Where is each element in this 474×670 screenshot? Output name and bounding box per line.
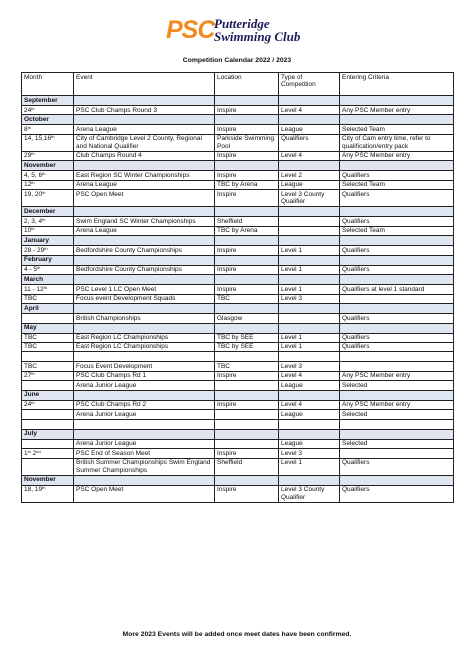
cell-date: [22, 314, 74, 323]
competition-table: [21, 72, 454, 503]
month-cell: [215, 429, 279, 439]
blank-cell: [74, 419, 215, 429]
month-cell: [279, 475, 340, 485]
month-cell: [74, 475, 215, 485]
cell-type: Level 1: [279, 458, 340, 475]
month-row: [22, 236, 454, 246]
cell-type: [279, 314, 340, 323]
table-row: [22, 485, 454, 502]
cell-date: 8th: [22, 125, 74, 134]
month-label: June: [22, 390, 74, 400]
cell-date: [22, 458, 74, 475]
month-cell: [279, 304, 340, 314]
cell-date: [22, 410, 74, 419]
month-row: [22, 304, 454, 314]
header-location: Location: [215, 73, 279, 96]
cell-event: PSC Open Meet: [74, 485, 215, 502]
table-row: [22, 410, 454, 419]
cell-event: PSC Club Champs Rd 1: [74, 371, 215, 380]
table-row: [22, 226, 454, 235]
month-label: September: [22, 96, 74, 106]
cell-criteria: Any PSC Member entry: [340, 151, 454, 160]
cell-type: League: [279, 125, 340, 134]
cell-date: 14, 15,16th: [22, 134, 74, 151]
cell-type: Qualifiers: [279, 134, 340, 151]
cell-criteria: Qualifiers: [340, 485, 454, 502]
table-row: [22, 180, 454, 189]
cell-location: Inspire: [215, 485, 279, 502]
table-row: [22, 362, 454, 371]
cell-date: 2, 3, 4th: [22, 217, 74, 226]
month-cell: [279, 255, 340, 265]
cell-date: TBC: [22, 342, 74, 351]
month-label: May: [22, 323, 74, 333]
page-title: Competition Calendar 2022 / 2023: [182, 57, 292, 64]
month-cell: [340, 115, 454, 125]
cell-event: Arena Junior League: [74, 439, 215, 448]
cell-criteria: Any PSC Member entry: [340, 371, 454, 380]
month-cell: [279, 429, 340, 439]
month-row: [22, 207, 454, 217]
month-cell: [74, 275, 215, 285]
cell-type: League: [279, 180, 340, 189]
cell-location: Inspire: [215, 171, 279, 180]
cell-location: TBC: [215, 294, 279, 303]
cell-location: Glasgow: [215, 314, 279, 323]
cell-location: TBC by Arena: [215, 180, 279, 189]
cell-date: 4, 5, 6th: [22, 171, 74, 180]
cell-location: Inspire: [215, 106, 279, 115]
cell-type: Level 3 County Qualifier: [279, 485, 340, 502]
table-row: [22, 190, 454, 207]
month-cell: [215, 304, 279, 314]
month-cell: [279, 323, 340, 333]
cell-event: City of Cambridge Level 2 County, Regional and National Qualifier: [74, 134, 215, 151]
cell-location: Sheffield: [215, 217, 279, 226]
month-cell: [340, 96, 454, 106]
month-cell: [215, 275, 279, 285]
blank-cell: [22, 352, 74, 362]
cell-date: TBC: [22, 362, 74, 371]
cell-criteria: Selected Team: [340, 125, 454, 134]
month-cell: [340, 207, 454, 217]
month-cell: [340, 275, 454, 285]
cell-type: Level 4: [279, 106, 340, 115]
month-cell: [279, 207, 340, 217]
month-cell: [74, 255, 215, 265]
cell-criteria: [340, 294, 454, 303]
month-row: [22, 115, 454, 125]
month-cell: [279, 236, 340, 246]
cell-criteria: Selected: [340, 410, 454, 419]
cell-date: 12th: [22, 180, 74, 189]
month-cell: [74, 236, 215, 246]
table-row: [22, 294, 454, 303]
blank-cell: [340, 419, 454, 429]
cell-location: Inspire: [215, 400, 279, 409]
month-cell: [279, 390, 340, 400]
cell-criteria: Selected: [340, 439, 454, 448]
cell-event: British Summer Championships Swim England Summer Championships: [74, 458, 215, 475]
cell-event: East Region SC Winter Championships: [74, 171, 215, 180]
cell-criteria: Qualifiers: [340, 246, 454, 255]
cell-event: Bedfordshire County Championships: [74, 265, 215, 274]
month-row: [22, 275, 454, 285]
blank-cell: [74, 352, 215, 362]
cell-event: PSC Open Meet: [74, 190, 215, 207]
table-row: [22, 285, 454, 294]
cell-criteria: Qualifiers: [340, 342, 454, 351]
cell-event: Arena Junior League: [74, 381, 215, 390]
month-cell: [74, 115, 215, 125]
cell-event: East Region LC Championships: [74, 333, 215, 342]
table-row: [22, 458, 454, 475]
header-criteria: Entering Criteria: [340, 73, 454, 96]
club-logo: [166, 15, 336, 45]
cell-date: 11 - 12th: [22, 285, 74, 294]
cell-date: 4 - 5th: [22, 265, 74, 274]
cell-event: PSC Club Champs Rd 2: [74, 400, 215, 409]
month-row: [22, 390, 454, 400]
month-cell: [215, 96, 279, 106]
cell-location: TBC by SEE: [215, 342, 279, 351]
cell-event: PSC End of Season Meet: [74, 449, 215, 458]
cell-type: [279, 226, 340, 235]
month-cell: [74, 96, 215, 106]
cell-type: League: [279, 381, 340, 390]
cell-type: Level 3: [279, 362, 340, 371]
cell-date: 27th: [22, 371, 74, 380]
cell-location: TBC: [215, 362, 279, 371]
cell-criteria: [340, 362, 454, 371]
cell-location: Inspire: [215, 246, 279, 255]
blank-cell: [279, 419, 340, 429]
blank-cell: [340, 352, 454, 362]
cell-location: Inspire: [215, 190, 279, 207]
cell-type: Level 2: [279, 171, 340, 180]
month-cell: [74, 161, 215, 171]
cell-criteria: Qualifiers: [340, 265, 454, 274]
cell-date: TBC: [22, 333, 74, 342]
cell-criteria: Qualifiers: [340, 217, 454, 226]
cell-date: 1st 2nd: [22, 449, 74, 458]
blank-cell: [215, 352, 279, 362]
header-type: Type of Competition: [279, 73, 340, 96]
cell-criteria: Qualifiers: [340, 458, 454, 475]
cell-location: Inspire: [215, 265, 279, 274]
cell-criteria: Qualifiers: [340, 190, 454, 207]
table-header-row: [22, 73, 454, 96]
cell-criteria: Qualifiers: [340, 314, 454, 323]
month-row: [22, 161, 454, 171]
month-cell: [215, 115, 279, 125]
month-cell: [215, 255, 279, 265]
table-row: [22, 265, 454, 274]
cell-event: Arena League: [74, 226, 215, 235]
cell-event: Arena League: [74, 125, 215, 134]
cell-criteria: Qualifiers at level 1 standard: [340, 285, 454, 294]
cell-date: 19, 20th: [22, 190, 74, 207]
cell-criteria: Any PSC Member entry: [340, 400, 454, 409]
cell-event: Arena League: [74, 180, 215, 189]
cell-event: British Championships: [74, 314, 215, 323]
cell-location: TBC by SEE: [215, 333, 279, 342]
month-cell: [215, 323, 279, 333]
table-row: [22, 381, 454, 390]
cell-date: [22, 439, 74, 448]
month-cell: [340, 236, 454, 246]
cell-date: 24th: [22, 106, 74, 115]
month-row: [22, 255, 454, 265]
cell-criteria: Qualifiers: [340, 171, 454, 180]
month-label: October: [22, 115, 74, 125]
month-label: November: [22, 475, 74, 485]
cell-type: Level 4: [279, 371, 340, 380]
month-cell: [340, 475, 454, 485]
table-row: [22, 134, 454, 151]
cell-type: Level 3: [279, 449, 340, 458]
cell-event: Focus event Development Squads: [74, 294, 215, 303]
cell-event: Swim England SC Winter Championships: [74, 217, 215, 226]
cell-type: Level 3 County Qualifier: [279, 190, 340, 207]
month-label: July: [22, 429, 74, 439]
table-row: [22, 217, 454, 226]
cell-event: Bedfordshire County Championships: [74, 246, 215, 255]
month-row: [22, 96, 454, 106]
cell-event: Club Champs Round 4: [74, 151, 215, 160]
month-label: January: [22, 236, 74, 246]
table-row: [22, 400, 454, 409]
month-cell: [340, 429, 454, 439]
cell-type: [279, 217, 340, 226]
cell-location: Inspire: [215, 371, 279, 380]
cell-location: Inspire: [215, 285, 279, 294]
cell-location: TBC by Arena: [215, 226, 279, 235]
blank-cell: [22, 419, 74, 429]
blank-row: [22, 352, 454, 362]
table-row: [22, 246, 454, 255]
month-label: March: [22, 275, 74, 285]
table-row: [22, 439, 454, 448]
cell-date: 24th: [22, 400, 74, 409]
cell-criteria: City of Cam entry time, refer to qualification/entry pack: [340, 134, 454, 151]
cell-location: Sheffield: [215, 458, 279, 475]
header-event: Event: [74, 73, 215, 96]
table-row: [22, 449, 454, 458]
month-row: [22, 475, 454, 485]
cell-type: League: [279, 410, 340, 419]
month-cell: [340, 161, 454, 171]
table-row: [22, 171, 454, 180]
logo-mark: PSC: [166, 16, 215, 44]
month-label: April: [22, 304, 74, 314]
logo-name-line1: Putteridge: [214, 16, 270, 31]
month-label: February: [22, 255, 74, 265]
cell-type: Level 4: [279, 151, 340, 160]
table-row: [22, 314, 454, 323]
table-row: [22, 106, 454, 115]
cell-date: 29th: [22, 151, 74, 160]
cell-type: Level 1: [279, 265, 340, 274]
cell-location: [215, 381, 279, 390]
month-cell: [74, 390, 215, 400]
cell-type: Level 1: [279, 333, 340, 342]
month-cell: [215, 236, 279, 246]
cell-type: Level 1: [279, 342, 340, 351]
cell-event: Arena Junior League: [74, 410, 215, 419]
month-cell: [340, 323, 454, 333]
cell-event: Focus Event Development: [74, 362, 215, 371]
cell-event: PSC Level 1 LC Open Meet: [74, 285, 215, 294]
month-cell: [340, 390, 454, 400]
cell-criteria: Qualifiers: [340, 333, 454, 342]
cell-location: Inspire: [215, 449, 279, 458]
cell-type: League: [279, 439, 340, 448]
cell-type: Level 1: [279, 285, 340, 294]
cell-criteria: [340, 449, 454, 458]
cell-type: Level 1: [279, 246, 340, 255]
footer-note: More 2023 Events will be added once meet dates have been confirmed.: [122, 631, 352, 638]
cell-date: TBC: [22, 294, 74, 303]
month-cell: [215, 161, 279, 171]
cell-location: Inspire: [215, 151, 279, 160]
cell-criteria: Any PSC Member entry: [340, 106, 454, 115]
cell-criteria: Selected Team: [340, 226, 454, 235]
cell-date: 10th: [22, 226, 74, 235]
cell-criteria: Selected: [340, 381, 454, 390]
blank-row: [22, 419, 454, 429]
month-row: [22, 323, 454, 333]
cell-event: PSC Club Champs Round 3: [74, 106, 215, 115]
month-cell: [215, 390, 279, 400]
cell-location: [215, 410, 279, 419]
month-cell: [279, 96, 340, 106]
month-cell: [74, 429, 215, 439]
month-cell: [74, 304, 215, 314]
header-month: Month: [22, 73, 74, 96]
logo-name-line2: Swimming Club: [214, 29, 301, 44]
month-label: November: [22, 161, 74, 171]
table-row: [22, 333, 454, 342]
table-body: [22, 96, 454, 503]
cell-location: Parkside Swimming Pool: [215, 134, 279, 151]
month-cell: [340, 255, 454, 265]
month-cell: [74, 207, 215, 217]
cell-location: Inspire: [215, 125, 279, 134]
table-row: [22, 125, 454, 134]
cell-date: 28 - 29th: [22, 246, 74, 255]
blank-cell: [215, 419, 279, 429]
month-cell: [215, 207, 279, 217]
month-cell: [279, 115, 340, 125]
month-cell: [215, 475, 279, 485]
cell-criteria: Selected Team: [340, 180, 454, 189]
cell-location: [215, 439, 279, 448]
month-cell: [279, 161, 340, 171]
cell-date: [22, 381, 74, 390]
table-row: [22, 151, 454, 160]
month-label: December: [22, 207, 74, 217]
table-row: [22, 371, 454, 380]
cell-type: Level 4: [279, 400, 340, 409]
cell-date: 18, 19th: [22, 485, 74, 502]
month-row: [22, 429, 454, 439]
cell-type: Level 3: [279, 294, 340, 303]
blank-cell: [279, 352, 340, 362]
month-cell: [74, 323, 215, 333]
month-cell: [340, 304, 454, 314]
cell-event: East Region LC Championships: [74, 342, 215, 351]
month-cell: [279, 275, 340, 285]
table-row: [22, 342, 454, 351]
